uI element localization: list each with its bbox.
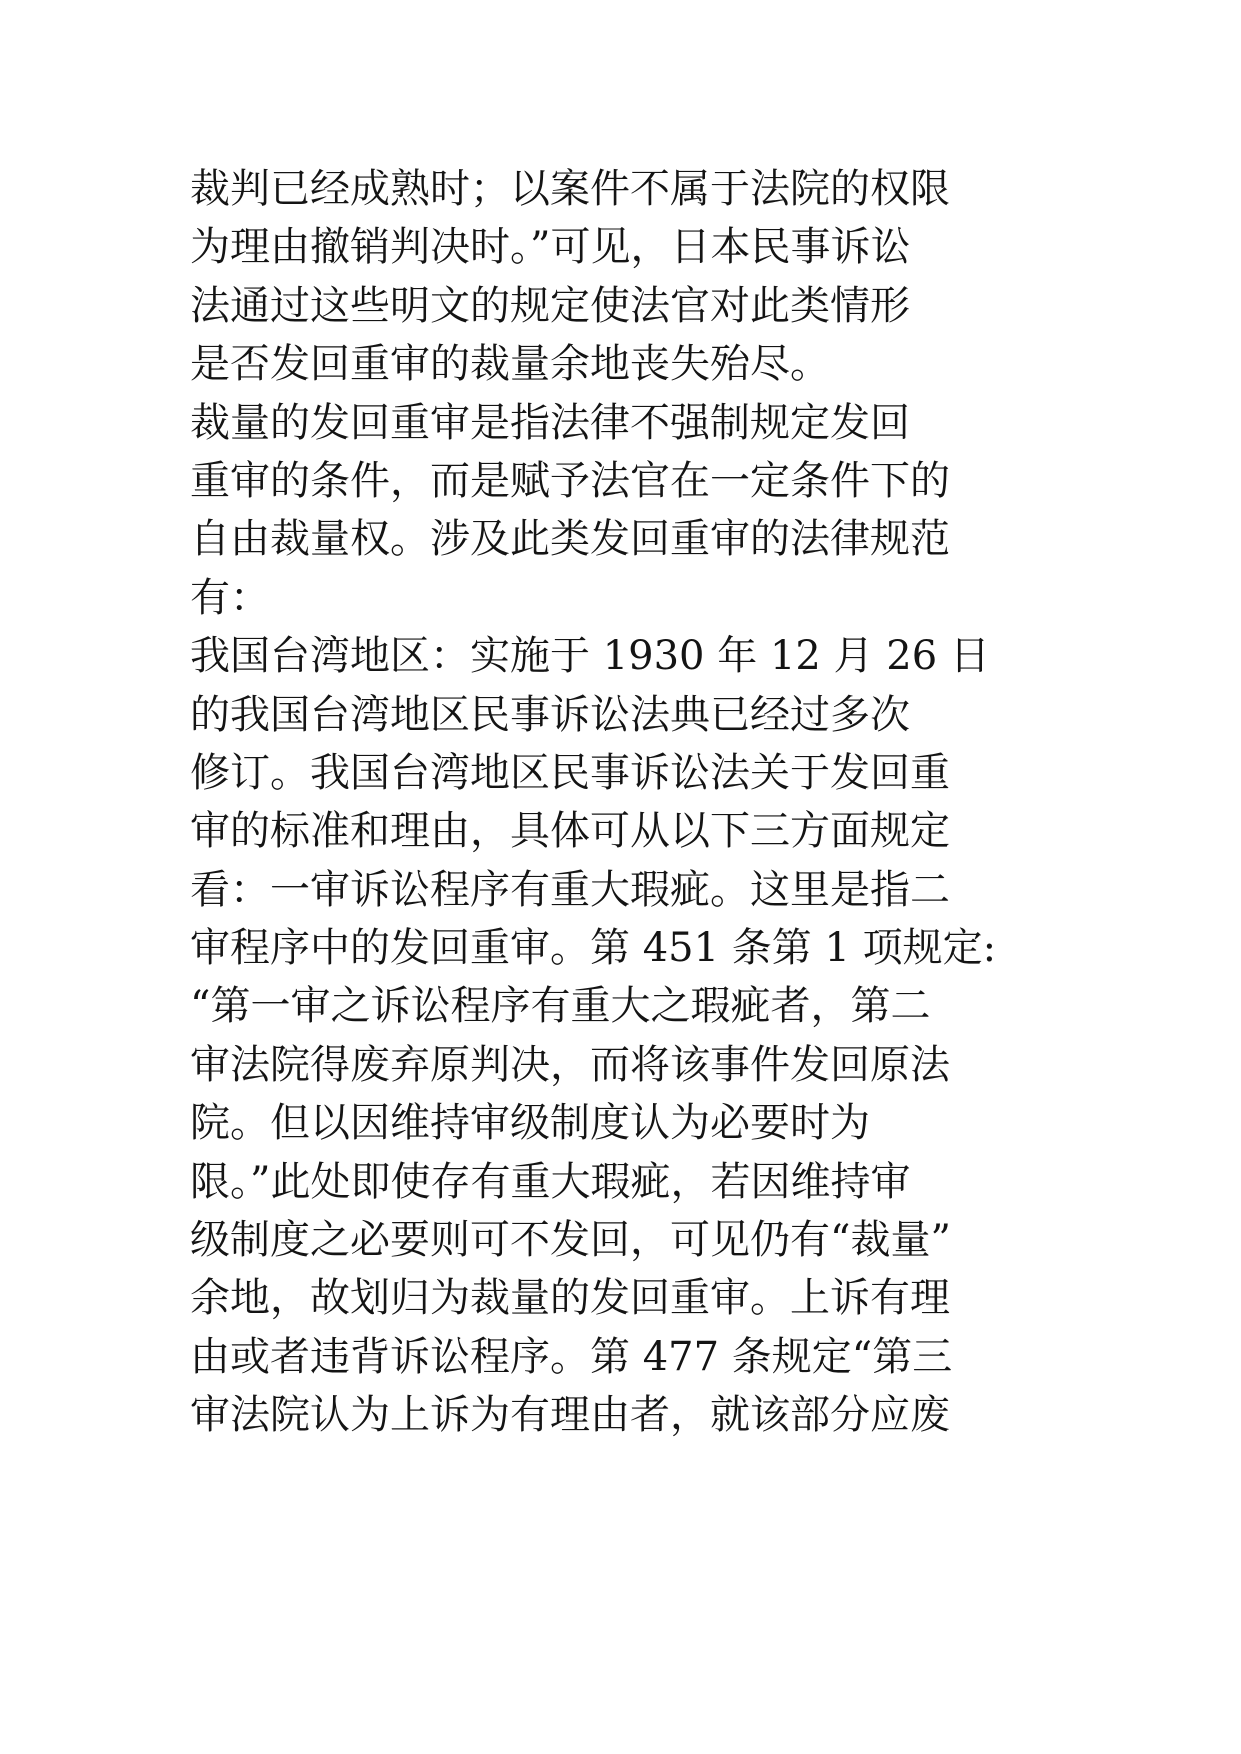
text-line: 审法院得废弃原判决，而将该事件发回原法 [190, 1041, 950, 1088]
text-line: 院。但以因维持审级制度认为必要时为 [190, 1100, 870, 1147]
text-line: 我国台湾地区：实施于 1930 年 12 月 26 日 [190, 633, 990, 680]
text-line: 自由裁量权。涉及此类发回重审的法律规范 [190, 516, 950, 563]
text-line: 审法院认为上诉为有理由者，就该部分应废 [190, 1392, 950, 1439]
text-line: 级制度之必要则可不发回，可见仍有“裁量” [190, 1217, 951, 1264]
text-line: 审的标准和理由，具体可从以下三方面规定 [190, 808, 950, 855]
text-line: 是否发回重审的裁量余地丧失殆尽。 [190, 341, 830, 388]
text-line: 的我国台湾地区民事诉讼法典已经过多次 [190, 691, 910, 738]
text-line: 重审的条件，而是赋予法官在一定条件下的 [190, 457, 950, 504]
text-line: 审程序中的发回重审。第 451 条第 1 项规定: [190, 925, 997, 972]
text-line: 为理由撤销判决时。”可见，日本民事诉讼 [190, 224, 911, 271]
text-line: 有： [190, 574, 270, 621]
text-line: 法通过这些明文的规定使法官对此类情形 [190, 282, 910, 329]
text-line: 修订。我国台湾地区民事诉讼法关于发回重 [190, 749, 950, 796]
body-text [190, 160, 1070, 1445]
text-line: “第一审之诉讼程序有重大之瑕疵者，第二 [190, 983, 931, 1030]
text-line: 裁判已经成熟时；以案件不属于法院的权限 [190, 166, 950, 212]
text-line: 看：一审诉讼程序有重大瑕疵。这里是指二 [190, 866, 950, 913]
text-line: 裁量的发回重审是指法律不强制规定发回 [190, 399, 910, 446]
text-line: 余地，故划归为裁量的发回重审。上诉有理 [190, 1275, 950, 1322]
text-line: 由或者违背诉讼程序。第 477 条规定“第三 [190, 1333, 953, 1380]
text-line: 限。”此处即使存有重大瑕疵，若因维持审 [190, 1158, 911, 1205]
